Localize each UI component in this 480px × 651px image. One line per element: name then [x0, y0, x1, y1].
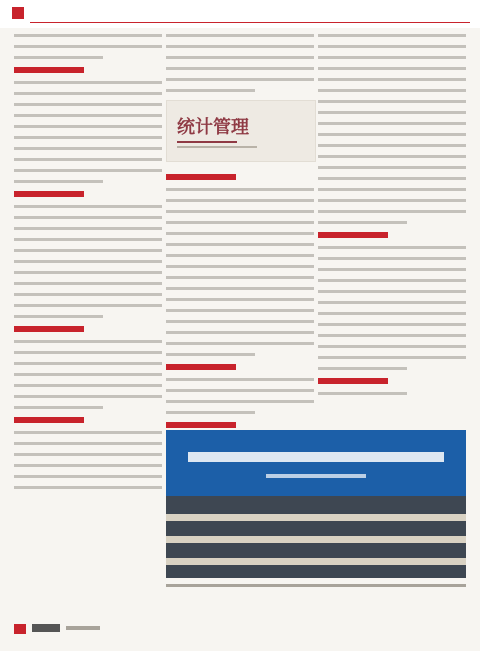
photo-stage-screen — [166, 430, 466, 496]
subsection-heading — [14, 417, 84, 423]
photo-desk-row — [166, 536, 466, 543]
paragraph — [318, 392, 466, 395]
subsection-heading — [318, 232, 388, 238]
column-right — [318, 34, 466, 403]
subsection-heading — [14, 191, 84, 197]
section-banner-subtitle — [177, 146, 257, 148]
subsection-heading — [318, 378, 388, 384]
photo-meeting-hall — [166, 496, 466, 578]
subsection-heading — [166, 174, 236, 180]
photo-screen-subtext — [266, 474, 366, 478]
footer-book-title — [66, 626, 100, 630]
photo-desk-row — [166, 558, 466, 565]
paragraph — [14, 34, 162, 59]
paragraph — [318, 34, 466, 224]
subsection-heading — [166, 364, 236, 370]
section-banner-rule — [177, 141, 237, 143]
paragraph — [166, 188, 314, 356]
header-rule — [30, 22, 470, 23]
paragraph — [14, 81, 162, 183]
meeting-photo — [166, 430, 466, 578]
header-band — [0, 0, 480, 28]
section-banner-title: 统计管理 — [177, 117, 249, 138]
subsection-heading — [166, 422, 236, 428]
footer-marker — [14, 624, 26, 634]
subsection-heading — [14, 67, 84, 73]
paragraph — [14, 340, 162, 409]
section-banner — [166, 100, 316, 162]
paragraph — [318, 246, 466, 370]
subsection-heading — [14, 326, 84, 332]
header-icon — [12, 7, 24, 19]
paragraph — [166, 378, 314, 414]
page-number — [32, 624, 60, 632]
paragraph — [14, 431, 162, 489]
photo-screen-banner-text — [188, 452, 444, 462]
paragraph — [166, 34, 314, 92]
paragraph — [14, 205, 162, 318]
photo-desk-row — [166, 514, 466, 521]
column-left — [14, 34, 162, 497]
column-middle — [166, 34, 314, 458]
photo-caption — [166, 584, 466, 587]
